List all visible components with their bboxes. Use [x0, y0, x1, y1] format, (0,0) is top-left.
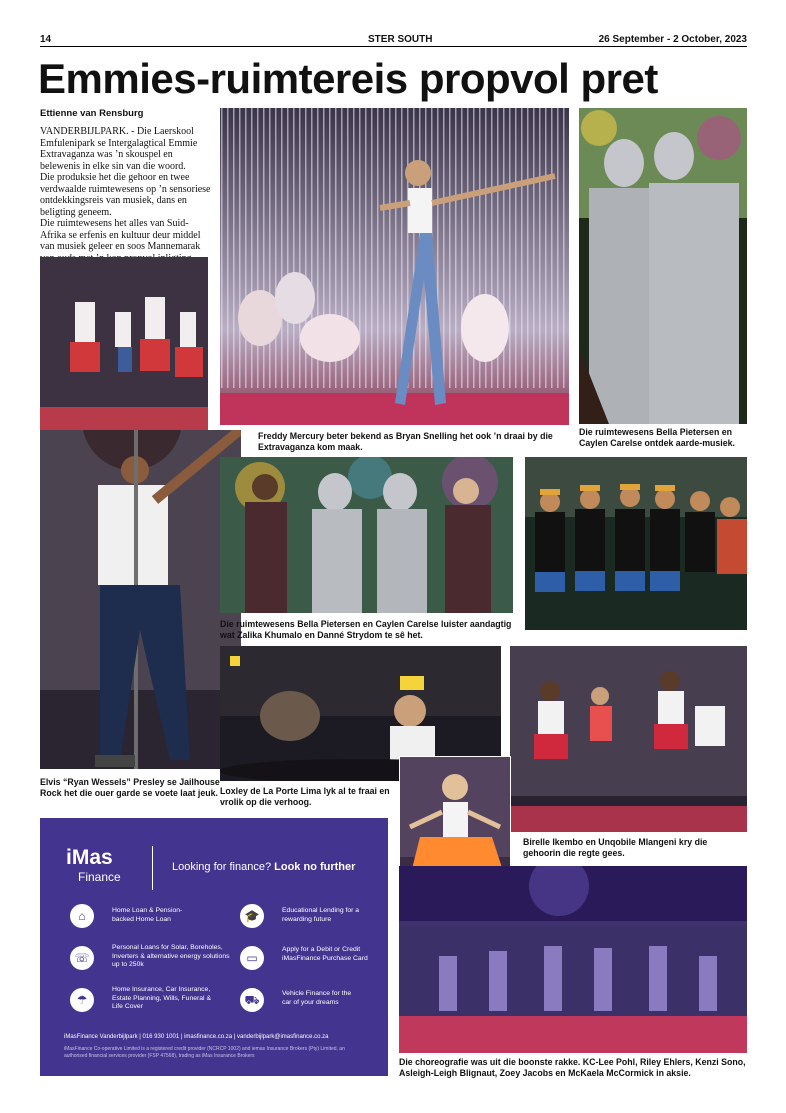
car-icon: ⛟	[240, 988, 264, 1012]
ad-service: Vehicle Finance for the car of your dreams	[282, 990, 352, 1006]
ad-service: Apply for a Debit or Credit iMasFinance Purchase Card	[282, 946, 368, 962]
article-paragraph: Die produksie het die gehoor en twee verdwaalde ruimtewesens op ’n sensoriese ontdekkingsreis van musiek, dans en beligting geneem.	[40, 172, 211, 218]
imas-finance-ad[interactable]	[40, 818, 388, 1076]
folio-rule	[40, 46, 747, 47]
ad-fine-print: iMasFinance Co-operative Limited is a registered credit provider (NCRCP 1002) and iemas Insurance Brokers (Pty) Limited, an authorised financial services provider (FSP 47568), trading as iMas Insurance Brokers	[64, 1046, 345, 1059]
ad-tagline-bold: Look no further	[274, 861, 356, 873]
section-name: STER SOUTH	[368, 34, 433, 45]
byline: Ettienne van Rensburg	[40, 108, 144, 119]
ad-service: Educational Lending for a rewarding future	[282, 907, 360, 923]
ad-brand-sub: Finance	[78, 870, 121, 884]
caption-choreography: Die choreografie was uit die boonste rakke. KC-Lee Pohl, Riley Ehlers, Kenzi Sono, Asleigh-Leigh Blignaut, Zoey Jacobs en McKaela McCormick in aksie.	[399, 1057, 746, 1078]
card-icon: ▭	[240, 946, 264, 970]
ad-divider	[152, 846, 153, 890]
caption-loxley: Loxley de La Porte Lima lyk al te fraai en vrolik op die verhoog.	[220, 786, 390, 807]
photo-aliens	[579, 108, 747, 424]
caption-elvis: Elvis “Ryan Wessels” Presley se Jailhouse Rock het die ouer garde se voete laat jeuk.	[40, 777, 220, 798]
photo-elvis	[40, 430, 241, 769]
caption-aliens: Die ruimtewesens Bella Pietersen en Caylen Carelse ontdek aarde-musiek.	[579, 427, 735, 448]
ad-service: Home Insurance, Car Insurance, Estate Planning, Wills, Funeral & Life Cover	[112, 986, 211, 1010]
ad-tagline-plain: Looking for finance?	[172, 861, 272, 873]
headline: Emmies-ruimtereis propvol pret	[38, 55, 658, 102]
phone-icon: ☏	[70, 946, 94, 970]
ad-service: Home Loan & Pension-backed Home Loan	[112, 907, 183, 923]
house-icon: ⌂	[70, 904, 94, 928]
photo-group	[525, 457, 747, 630]
caption-listening: Die ruimtewesens Bella Pietersen en Caylen Carelse luister aandagtig wat Zalika Khumalo en Danné Strydom te sê het.	[220, 619, 512, 640]
article-paragraph: VANDERBIJLPARK. - Die Laerskool Emfulenipark se Intergalagtical Emmie Extravaganza was ’n skouspel en belewenis in elke sin van die woord.	[40, 126, 198, 172]
photo-dancers-small	[40, 257, 208, 430]
photo-birelle	[510, 646, 747, 832]
article-paragraph: Die ruimtewesens het alles van Suid-Afrika se erfenis en kultuur deur middel van musiek geleer en soos Mannemarak	[40, 218, 201, 252]
article-body	[40, 126, 212, 276]
caption-birelle: Birelle Ikembo en Unqobile Mlangeni kry die gehoorin die regte gees.	[523, 837, 708, 858]
ad-service: Personal Loans for Solar, Boreholes, Inverters & alternative energy solutions up to 250k	[112, 944, 230, 968]
issue-date: 26 September - 2 October, 2023	[598, 34, 747, 45]
graduation-cap-icon: 🎓	[240, 904, 264, 928]
photo-listening	[220, 457, 513, 613]
photo-freddy	[220, 108, 569, 425]
caption-freddy: Freddy Mercury beter bekend as Bryan Snelling het ook ’n draai by die Extravaganza kom maak.	[258, 431, 553, 452]
photo-choreography	[399, 866, 747, 1053]
ad-brand: iMas	[66, 846, 113, 869]
page-number: 14	[40, 34, 52, 45]
umbrella-icon: ☂	[70, 988, 94, 1012]
ad-logo	[66, 846, 121, 884]
ad-tagline	[172, 861, 355, 873]
ad-contact[interactable]: iMasFinance Vanderbijlpark | 016 930 1001 | imasfinance.co.za | vanderbijlpark@imasfinance.co.za	[64, 1034, 329, 1040]
